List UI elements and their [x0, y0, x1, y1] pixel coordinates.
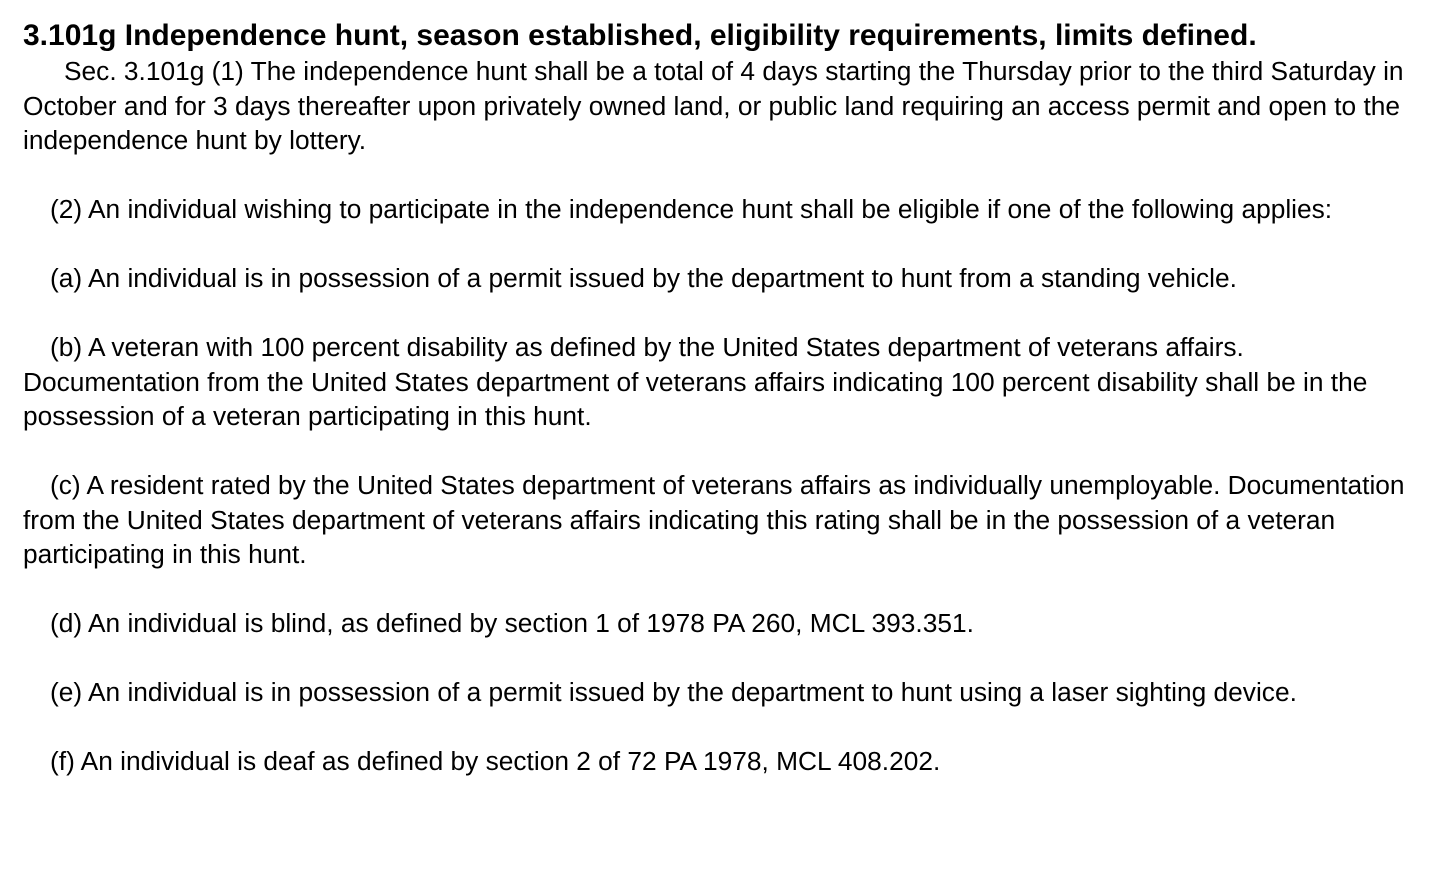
paragraph-item-c: (c) A resident rated by the United States department of veterans affairs as individually unemployable. Documentation from the United States department of veterans affairs indicating this rating shall be in the possession of a veteran participating in this hunt. — [23, 470, 1405, 569]
paragraph-item-a: (a) An individual is in possession of a permit issued by the department to hunt from a standing vehicle. — [50, 263, 1237, 293]
paragraph-subsection-2: (2) An individual wishing to participate in the independence hunt shall be eligible if one of the following applies: — [50, 194, 1333, 224]
section-heading: 3.101g Independence hunt, season established, eligibility requirements, limits defined. — [23, 19, 1257, 52]
paragraph-item-f: (f) An individual is deaf as defined by section 2 of 72 PA 1978, MCL 408.202. — [50, 746, 941, 776]
paragraph-item-b: (b) A veteran with 100 percent disability as defined by the United States department of veterans affairs. Documentation from the United States department of veterans affairs indicating 100 percent disability shall be in the possession of a veteran participating in this hunt. — [23, 332, 1368, 431]
paragraph-item-e: (e) An individual is in possession of a permit issued by the department to hunt using a laser sighting device. — [50, 677, 1297, 707]
paragraph-subsection-1: Sec. 3.101g (1) The independence hunt shall be a total of 4 days starting the Thursday prior to the third Saturday in October and for 3 days thereafter upon privately owned land, or public land requiring an access permit and open to the independence hunt by lottery. — [23, 56, 1404, 155]
paragraph-item-d: (d) An individual is blind, as defined by section 1 of 1978 PA 260, MCL 393.351. — [50, 608, 974, 638]
